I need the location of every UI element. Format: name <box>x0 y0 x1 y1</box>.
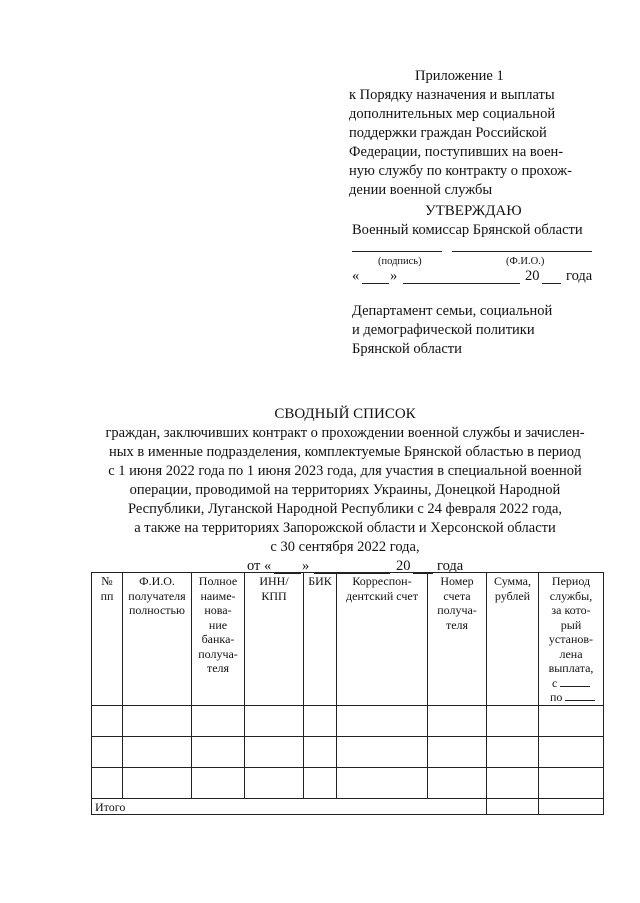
approval-year-line <box>542 283 561 284</box>
description-line: с 30 сентября 2022 года, <box>270 539 420 555</box>
appendix-line: к Порядку назначения и выплаты <box>349 87 555 103</box>
description-line: Республики, Луганской Народной Республики с 24 февраля 2022 года, <box>127 501 563 517</box>
approval-year-suffix: года <box>566 268 593 284</box>
header-cell-correspondent-account: Корреспон- дентский счет <box>337 573 428 706</box>
table-row <box>92 736 604 767</box>
header-cell-recipient-account: Номер счета получа- теля <box>428 573 487 706</box>
header-cell-fullname: Ф.И.О. получателя полностью <box>123 573 192 706</box>
document-year-suffix: года <box>437 558 464 574</box>
appendix-line: дополнительных мер социальной <box>349 106 556 122</box>
approval-date-close: » <box>390 268 398 284</box>
table-row <box>92 767 604 798</box>
summary-table <box>91 572 604 815</box>
department-line: и демографической политики <box>352 322 535 338</box>
document-year-prefix: 20 <box>396 558 411 574</box>
header-cell-service-period: Период службы, за кото- рый установ- лена выплата, с по <box>539 573 604 706</box>
header-cell-amount: Сумма, рублей <box>487 573 539 706</box>
description-line: операции, проводимой на территориях Украины, Донецкой Народной <box>129 482 561 498</box>
document-title: СВОДНЫЙ СПИСОК <box>274 406 416 422</box>
approval-date-open: « <box>352 268 360 284</box>
total-period-cell <box>539 798 604 815</box>
appendix-line: поддержки граждан Российской <box>349 125 547 141</box>
approval-month-line <box>403 283 520 284</box>
appendix-line: дении военной службы <box>349 182 493 198</box>
description-line: а также на территориях Запорожской области и Херсонской области <box>134 520 556 536</box>
appendix-line: ную службу по контракту о прохож- <box>349 163 572 179</box>
document-date-close: » <box>302 558 310 574</box>
appendix-line: Федерации, поступивших на воен- <box>349 144 564 160</box>
total-label: Итого <box>92 798 487 815</box>
approval-official: Военный комиссар Брянской области <box>352 222 583 238</box>
document-date-prefix: от « <box>247 558 272 574</box>
header-cell-number: № пп <box>92 573 123 706</box>
header-cell-bik: БИК <box>304 573 337 706</box>
department-line: Департамент семьи, социальной <box>352 303 553 319</box>
appendix-title: Приложение 1 <box>415 68 504 84</box>
period-from-label: с <box>552 675 558 690</box>
period-to-label: по <box>550 690 563 704</box>
department-line: Брянской области <box>352 341 462 357</box>
approval-year-prefix: 20 <box>525 268 540 284</box>
header-cell-bank-name: Полное наиме- нова- ние банка- получа- теля <box>192 573 245 706</box>
table-total-row <box>92 798 604 815</box>
table-header-row <box>92 573 604 706</box>
table-row <box>92 705 604 736</box>
description-line: ных в именные подразделения, комплектуемые Брянской областью в период <box>108 444 581 460</box>
description-line: граждан, заключивших контракт о прохождении военной службы и зачислен- <box>105 425 585 441</box>
approval-day-line <box>362 283 389 284</box>
total-amount-cell <box>487 798 539 815</box>
header-cell-inn-kpp: ИНН/ КПП <box>245 573 304 706</box>
signature-label: (подпись) <box>378 256 422 267</box>
approval-heading: УТВЕРЖДАЮ <box>425 203 522 219</box>
description-line: с 1 июня 2022 года по 1 июня 2023 года, для участия в специальной военной <box>108 463 582 479</box>
name-label: (Ф.И.О.) <box>506 256 545 267</box>
